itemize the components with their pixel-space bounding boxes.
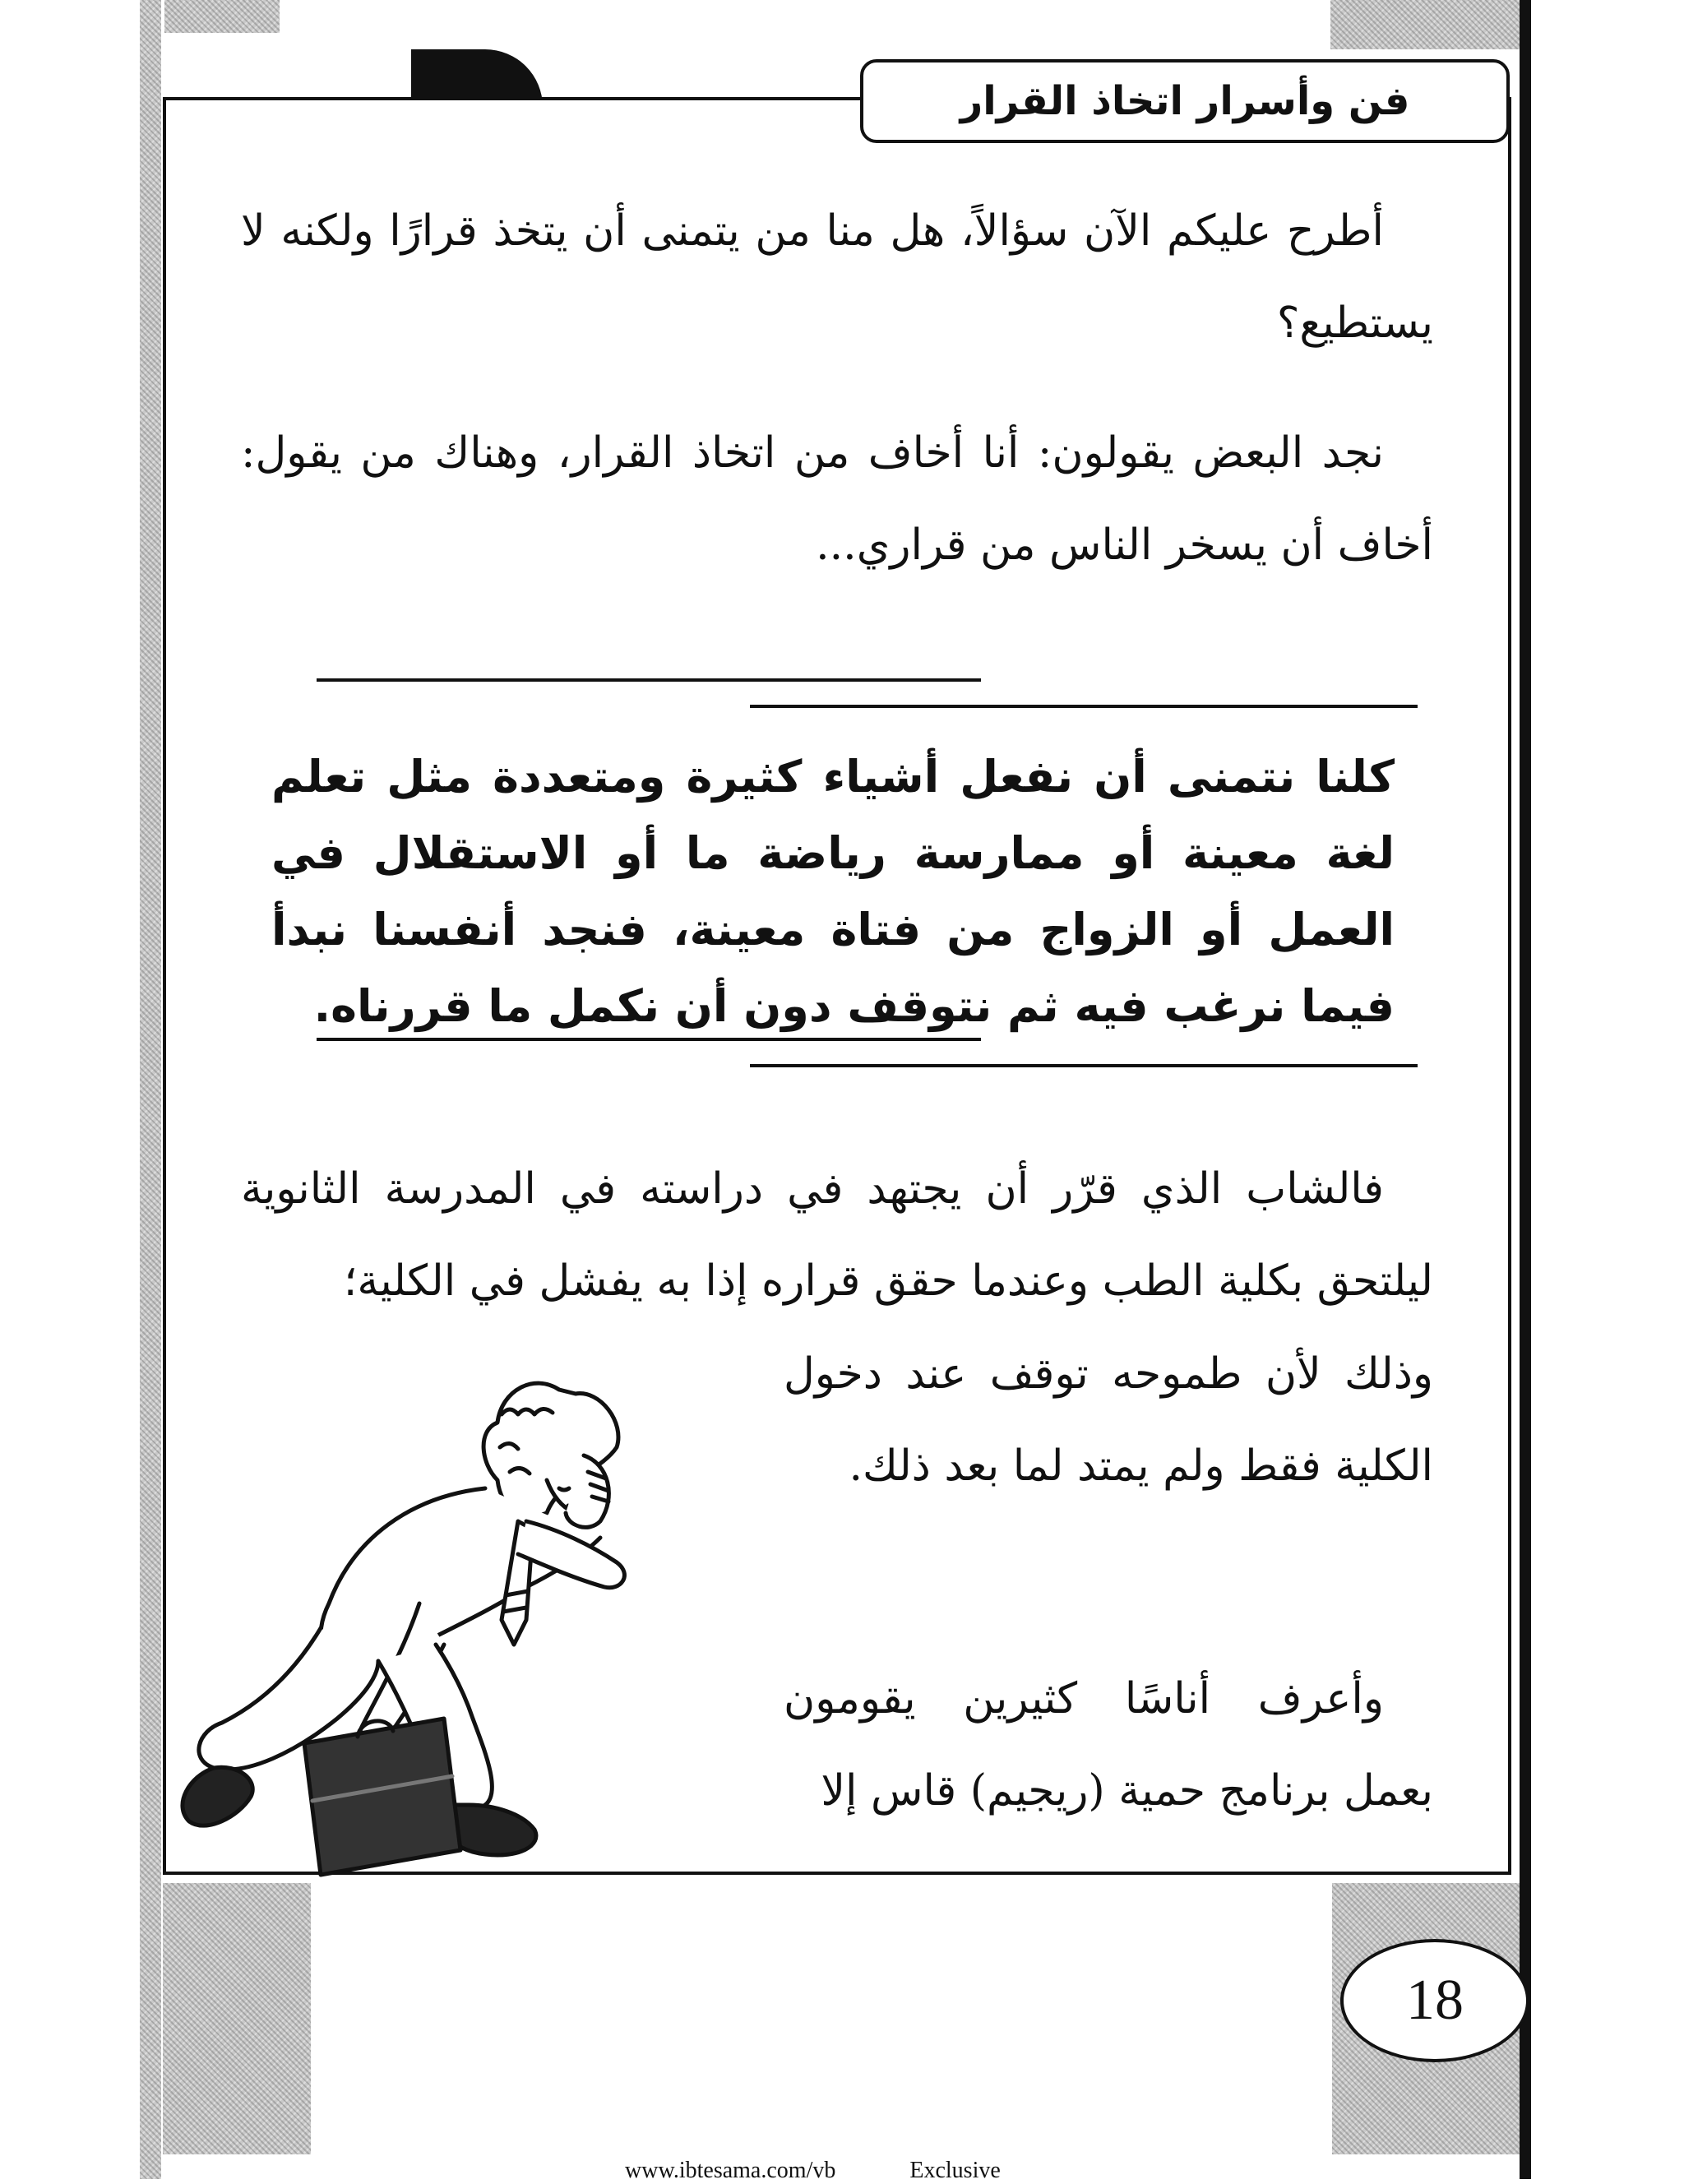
paragraph-student-continued [784, 1328, 1433, 1512]
page-spine-edge [1520, 0, 1531, 2179]
top-left-corner-texture [164, 0, 280, 33]
paragraph-diet-text: وأعرف أناسًا كثيرين يقومون بعمل برنامج حمية (ريجيم) قاس إلا [784, 1674, 1433, 1816]
quote-bottom-rule-right [750, 1064, 1418, 1067]
footer [625, 2158, 1118, 2184]
paragraph-student-text: فالشاب الذي قرّر أن يجتهد في دراسته في المدرسة الثانوية ليلتحق بكلية الطب وعندما حقق قراره إذا به يفشل في الكلية؛ [241, 1164, 1433, 1306]
page-number-badge [1340, 1939, 1529, 2062]
paragraph-student [241, 1143, 1433, 1327]
paragraph-question [241, 185, 1433, 369]
running-title [860, 59, 1510, 143]
quote-bottom-rule-left [317, 1038, 981, 1041]
quote-top-rule-right [750, 705, 1418, 708]
footer-url: www.ibtesama.com/vb [625, 2158, 836, 2183]
paragraph-fear-text: نجد البعض يقولون: أنا أخاف من اتخاذ القرار، وهناك من يقول: أخاف أن يسخر الناس من قراري... [241, 428, 1433, 570]
footer-tag: Exclusive [909, 2158, 1001, 2183]
tired-man-illustration [173, 1357, 765, 1899]
paragraph-student-continued-text: وذلك لأن طموحه توقف عند دخول الكلية فقط ولم يمتد لما بعد ذلك. [784, 1349, 1433, 1491]
paragraph-fear [241, 407, 1433, 591]
highlight-quote-text: كلنا نتمنى أن نفعل أشياء كثيرة ومتعددة مثل تعلم لغة معينة أو ممارسة رياضة ما أو الاستقلال في العمل أو الزواج من فتاة معينة، فنجد أنفسنا نبدأ فيما نرغب فيه ثم نتوقف دون أن نكمل ما قررناه. [271, 751, 1395, 1032]
top-right-corner-texture [1330, 0, 1520, 49]
left-edge-texture [140, 0, 161, 2179]
page-number-text: 18 [1406, 1969, 1464, 2032]
paragraph-diet [784, 1653, 1433, 1837]
running-title-text: فن وأسرار اتخاذ القرار [960, 78, 1410, 124]
bottom-left-corner-texture [163, 1883, 311, 2154]
highlight-quote [271, 738, 1395, 1044]
quote-top-rule-left [317, 678, 981, 682]
paragraph-question-text: أطرح عليكم الآن سؤالاً، هل منا من يتمنى أن يتخذ قرارًا ولكنه لا يستطيع؟ [241, 206, 1433, 348]
